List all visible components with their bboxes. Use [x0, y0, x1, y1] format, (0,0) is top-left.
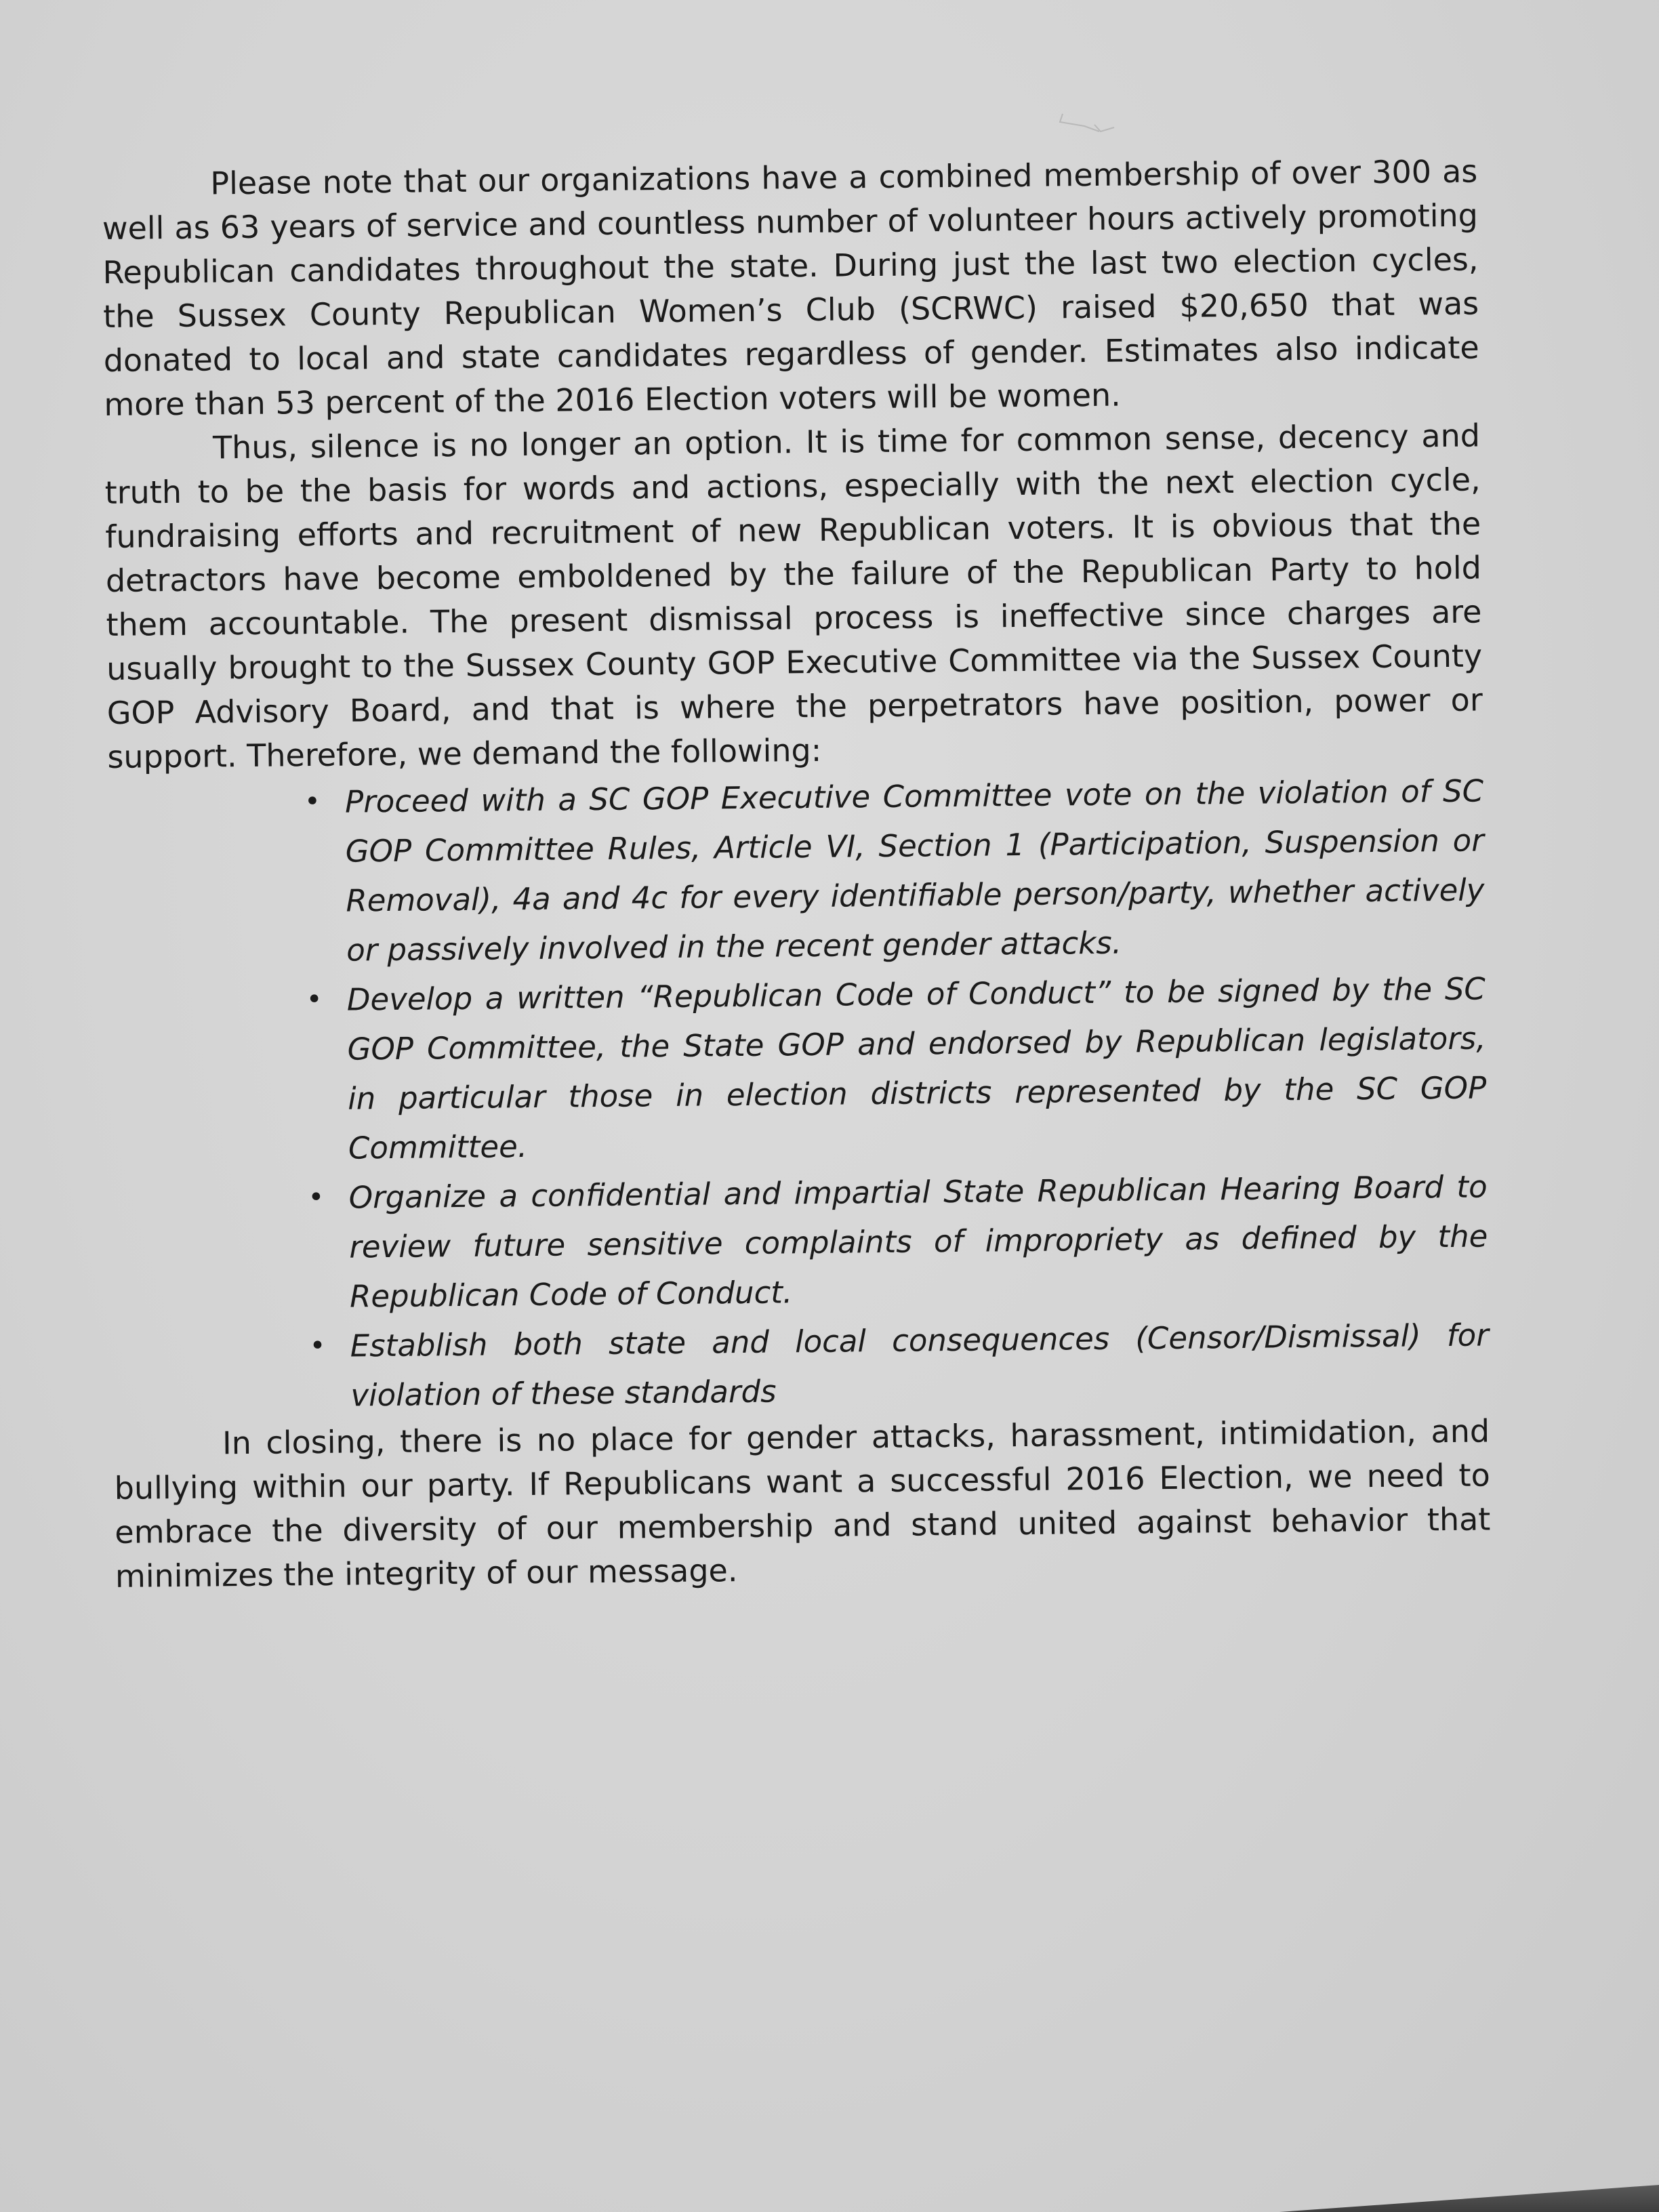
paragraph-membership: Please note that our organizations have a combined membership of over 300 as well as 63 years of service and countless number of volunteer hours actively promoting Republican candidates throughout the state. During just the last two election cycles, the Sussex County Republican Women’s Club (SCRWC) raised $20,650 that was donated to local and state candidates regardless of gender. Estimates also indicate more than 53 percent of the 2016 Election voters will be women. [102, 152, 1479, 423]
demand-text: Establish both state and local consequences (Censor/Dismissal) for violation of these standards [350, 1317, 1489, 1414]
demand-text: Proceed with a SC GOP Executive Committee vote on the violation of SC GOP Committee Rules, Article VI, Section 1 (Participation, Suspension or Removal), 4a and 4c for every identifiable person/party, whether actively or passively involved in the recent gender attacks. [344, 773, 1485, 968]
demand-item [304, 766, 1486, 975]
demand-text: Develop a written “Republican Code of Conduct” to be signed by the SC GOP Committee, the State GOP and endorsed by Republican legislators, in particular those in election districts represented by the SC GOP Committee. [346, 970, 1487, 1166]
demand-item [308, 1162, 1488, 1321]
letter-body [102, 150, 1491, 1599]
bullet-icon: • [308, 1181, 325, 1214]
demand-item [306, 964, 1488, 1172]
paragraph-demands-intro: Thus, silence is no longer an option. It is time for common sense, decency and truth to be the basis for words and actions, especially with the next election cycle, fundraising efforts and recruitment of new Republican voters. It is obvious that the detractors have become emboldened by the failure of the Republican Party to hold them accountable. The present dismissal process is ineffective since charges are usually brought to the Sussex County GOP Executive Committee via the Sussex County GOP Advisory Board, and that is where the perpetrators have position, power or support. Therefore, we demand the following: [104, 417, 1483, 775]
desk-surface-edge [1279, 2185, 1659, 2212]
bullet-icon: • [309, 1330, 326, 1362]
demand-item [309, 1310, 1489, 1420]
demand-text: Organize a confidential and impartial State Republican Hearing Board to review future sensitive complaints of impropriety as defined by the Republican Code of Conduct. [348, 1168, 1488, 1315]
pen-mark-scribble [1057, 107, 1125, 134]
paragraph-closing: In closing, there is no place for gender attacks, harassment, intimidation, and bullying within our party. If Republicans want a successful 2016 Election, we need to embrace the diversity of our membership and stand united against behavior that minimizes the integrity of our message. [114, 1412, 1491, 1595]
bullet-icon: • [306, 983, 323, 1016]
demands-list [108, 766, 1490, 1422]
bullet-icon: • [304, 785, 321, 818]
